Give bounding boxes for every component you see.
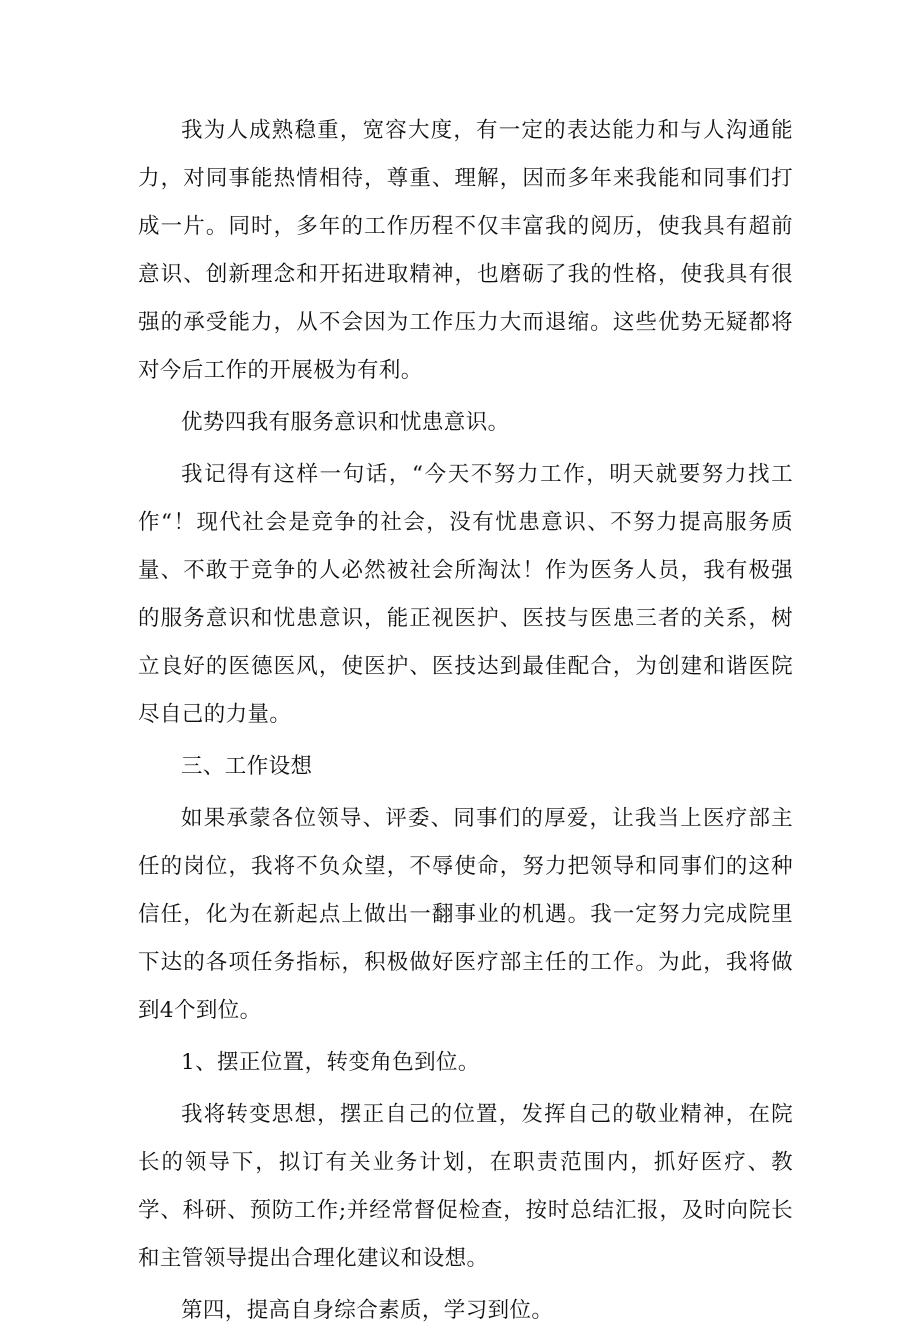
section-heading-work-plan: 三、工作设想 [181,754,313,779]
item-heading-position-role: 1、摆正位置，转变角色到位。 [181,1050,480,1075]
item-heading-study: 第四，提高自身综合素质，学习到位。 [181,1298,554,1323]
paragraph-work-plan-intro: 如果承蒙各位领导、评委、同事们的厚爱，让我当上医疗部主任的岗位，我将不负众望，不辱使命，努力把领导和同事们的这种信任，化为在新起点上做出一翻事业的机遇。我一定努力完成院里下达的各项任务指标，积极做好医疗部主任的工作。为此，我将做到4个到位。 [138,806,793,1023]
paragraph-position-role: 我将转变思想，摆正自己的位置，发挥自己的敬业精神，在院长的领导下，拟订有关业务计划，在职责范围内，抓好医疗、教学、科研、预防工作;并经常督促检查，按时总结汇报，及时向院长和主管领导提出合理化建议和设想。 [138,1102,793,1271]
paragraph-advantage-four-heading: 优势四我有服务意识和忧患意识。 [181,410,510,435]
paragraph-personal-qualities: 我为人成熟稳重，宽容大度，有一定的表达能力和与人沟通能力，对同事能热情相待，尊重、理解，因而多年来我能和同事们打成一片。同时，多年的工作历程不仅丰富我的阅历，使我具有超前意识、创新理念和开拓进取精神，也磨砺了我的性格，使我具有很强的承受能力，从不会因为工作压力大而退缩。这些优势无疑都将对今后工作的开展极为有利。 [138,118,793,383]
paragraph-service-awareness: 我记得有这样一句话，“今天不努力工作，明天就要努力找工作“！现代社会是竞争的社会，没有忧患意识、不努力提高服务质量、不敢于竞争的人必然被社会所淘汰！作为医务人员，我有极强的服务意识和忧患意识，能正视医护、医技与医患三者的关系，树立良好的医德医风，使医护、医技达到最佳配合，为创建和谐医院尽自己的力量。 [138,462,793,727]
